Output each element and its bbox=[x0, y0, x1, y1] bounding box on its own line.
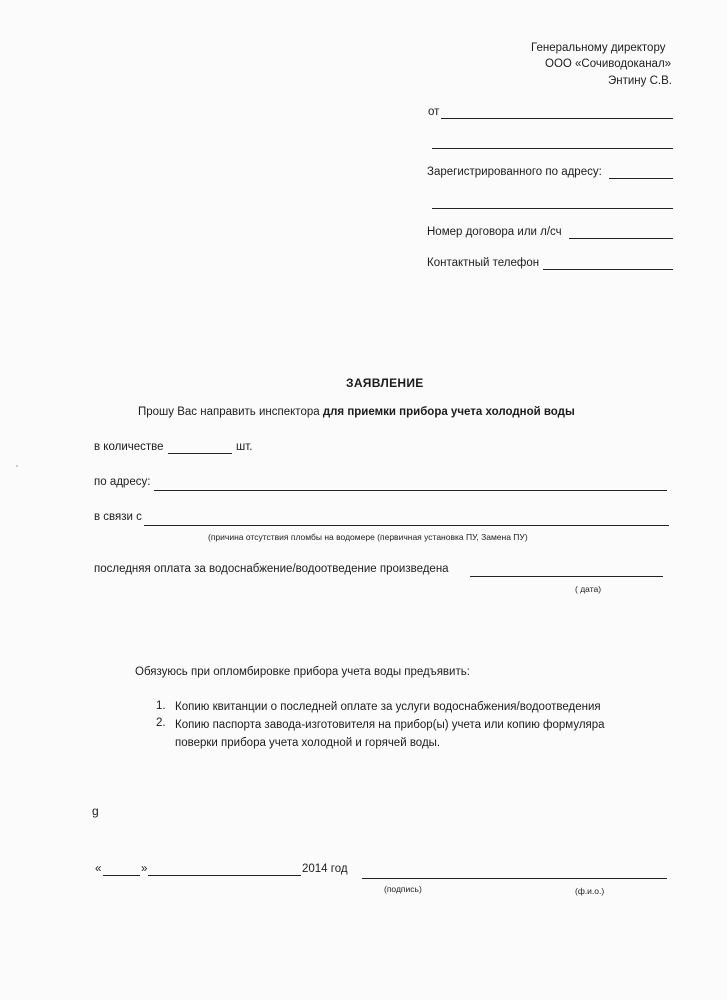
phone-label: Контактный телефон bbox=[427, 257, 540, 269]
signature-hint: (подпись) bbox=[384, 884, 422, 894]
request-text-plain: Прошу Вас направить инспектора bbox=[138, 406, 323, 418]
addressee-line1: Генеральному директору bbox=[531, 42, 666, 54]
quantity-unit: шт. bbox=[236, 441, 253, 453]
date-quote-open: « bbox=[95, 863, 102, 875]
year-text: 2014 год bbox=[302, 863, 348, 875]
address-field-line[interactable] bbox=[154, 490, 667, 491]
from-field-line[interactable] bbox=[441, 118, 673, 119]
date-hint: ( дата) bbox=[575, 584, 602, 594]
obligation-item-2-num: 2. bbox=[156, 717, 166, 729]
date-day-line[interactable] bbox=[103, 875, 140, 876]
addressee-line3: Энтину С.В. bbox=[608, 75, 672, 87]
phone-field-line[interactable] bbox=[543, 269, 673, 270]
signature-line[interactable] bbox=[362, 878, 667, 879]
request-text bbox=[138, 405, 575, 419]
reason-label: в связи с bbox=[94, 511, 142, 523]
obligation-item-2-text-cont: поверки прибора учета холодной и горячей воды. bbox=[175, 737, 441, 749]
stray-mark: g bbox=[92, 804, 99, 818]
quantity-label: в количестве bbox=[94, 441, 164, 453]
date-quote-close: » bbox=[141, 863, 148, 875]
quantity-field-line[interactable] bbox=[168, 453, 232, 454]
date-month-line[interactable] bbox=[148, 875, 301, 876]
request-text-bold: для приемки прибора учета холодной воды bbox=[322, 406, 575, 418]
address-label: по адресу: bbox=[94, 476, 151, 488]
reason-field-line[interactable] bbox=[144, 525, 669, 526]
contract-label: Номер договора или л/сч bbox=[427, 226, 562, 238]
document-title: ЗАЯВЛЕНИЕ bbox=[346, 376, 424, 390]
obligation-item-1-text: Копию квитанции о последней оплате за услуги водоснабжения/водоотведения bbox=[175, 701, 601, 713]
obligation-item-2-text: Копию паспорта завода-изготовителя на прибор(ы) учета или копию формуляра bbox=[175, 719, 605, 731]
addressee-line2: ООО «Сочиводоканал» bbox=[545, 58, 672, 70]
registered-field-line2[interactable] bbox=[432, 208, 673, 209]
from-field-line2[interactable] bbox=[432, 148, 673, 149]
obligation-item-1-num: 1. bbox=[156, 700, 166, 712]
from-label: от bbox=[428, 106, 440, 118]
contract-field-line[interactable] bbox=[569, 238, 673, 239]
reason-hint: (причина отсутствия пломбы на водомере (первичная установка ПУ, Замена ПУ) bbox=[208, 532, 528, 542]
registered-field-line[interactable] bbox=[609, 178, 673, 179]
last-payment-label: последняя оплата за водоснабжение/водоотведение произведена bbox=[94, 563, 449, 575]
last-payment-date-line[interactable] bbox=[470, 576, 663, 577]
obligation-intro: Обязуюсь при опломбировке прибора учета воды предъявить: bbox=[135, 666, 470, 678]
name-hint: (ф.и.о.) bbox=[575, 886, 605, 896]
registered-label: Зарегистрированного по адресу: bbox=[427, 166, 602, 178]
scan-artifact-dot bbox=[16, 465, 18, 467]
